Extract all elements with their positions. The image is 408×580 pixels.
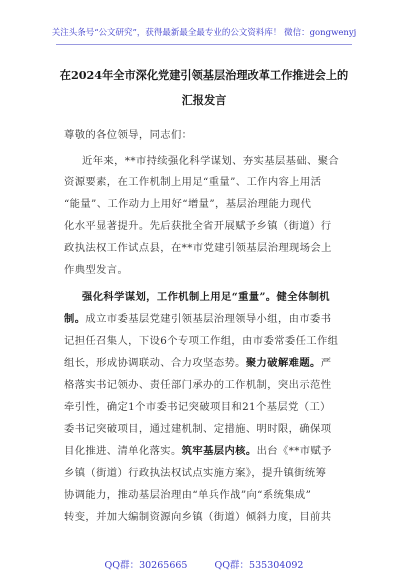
paragraph-2-text: 出台《**市赋予 [256,445,332,457]
paragraph-2-heading [82,288,330,303]
paragraph-2-text: 组长，形成协调联动、合力攻坚态势。 [64,357,246,369]
paragraph-1-line: 近年来，**市持续强化科学谋划、夯实基层基础、聚合 [82,155,340,167]
document-title-line-2: 汇报发言 [181,93,227,107]
paragraph-2-line: 乡镇（街道）行政执法权试点实施方案》，提升镇街统筹 [64,467,327,479]
paragraph-2-line: 牵引性，确定1个市委书记突破项目和21个基层党（工） [64,401,331,413]
qq-group-1: QQ群：30265665 [104,560,188,571]
section-heading-end: 制。 [64,313,86,325]
paragraph-2-line [64,354,331,369]
section-heading: 强化科学谋划，工作机制上用足“重量”。健全体制机 [82,291,330,303]
salutation: 尊敬的各位领导，同志们： [64,129,193,141]
sub-heading: 筑牢基层内核。 [181,445,257,457]
paragraph-2-line: 委书记突破项目，通过建机制、定措施、明时限，确保项 [64,423,332,435]
promo-banner: 关注头条号“公文研究”，获得最新最全最专业的公文资料库！ 微信：gongwenyj [51,28,357,38]
paragraph-1-line: 政执法权工作试点县，在**市党建引领基层治理现场会上 [64,242,332,254]
paragraph-1-line: 作典型发言。 [64,264,129,276]
paragraph-2-line: 协调能力，推动基层治理由“单兵作战”向“系统集成” [64,489,312,501]
document-title-line-1: 在2024年全市深化党建引领基层治理改革工作推进会上的 [59,68,349,82]
paragraph-2-line [64,310,331,325]
paragraph-2-text: 目化推进、清单化落实。 [64,445,182,457]
paragraph-1-line: 化水平显著提升。先后获批全省开展赋予乡镇（街道）行 [64,220,332,232]
sub-heading: 聚力破解难题。 [245,357,321,369]
paragraph-1-line: 资源要素，在工作机制上用足“重量”、工作内容上用活 [64,176,322,188]
paragraph-2-text: 成立市委基层党建引领基层治理领导小组，由市委书 [85,313,332,325]
paragraph-2-line [64,442,332,457]
qq-group-2: QQ群：535304092 [214,560,304,571]
header-divider [56,44,352,45]
paragraph-1-line: “能量”、工作动力上用好“增量”，基层治理能力现代 [64,198,312,210]
footer-contacts [0,557,408,571]
paragraph-2-line: 记担任召集人，下设6个专项工作组，由市委常委任工作组 [64,335,339,347]
paragraph-2-line: 格落实书记领办、责任部门承办的工作机制，突出示范性 [64,379,332,391]
paragraph-2-line: 转变，并加大编制资源向乡镇（街道）倾斜力度，目前共 [64,511,332,523]
paragraph-2-text: 严 [320,357,332,369]
